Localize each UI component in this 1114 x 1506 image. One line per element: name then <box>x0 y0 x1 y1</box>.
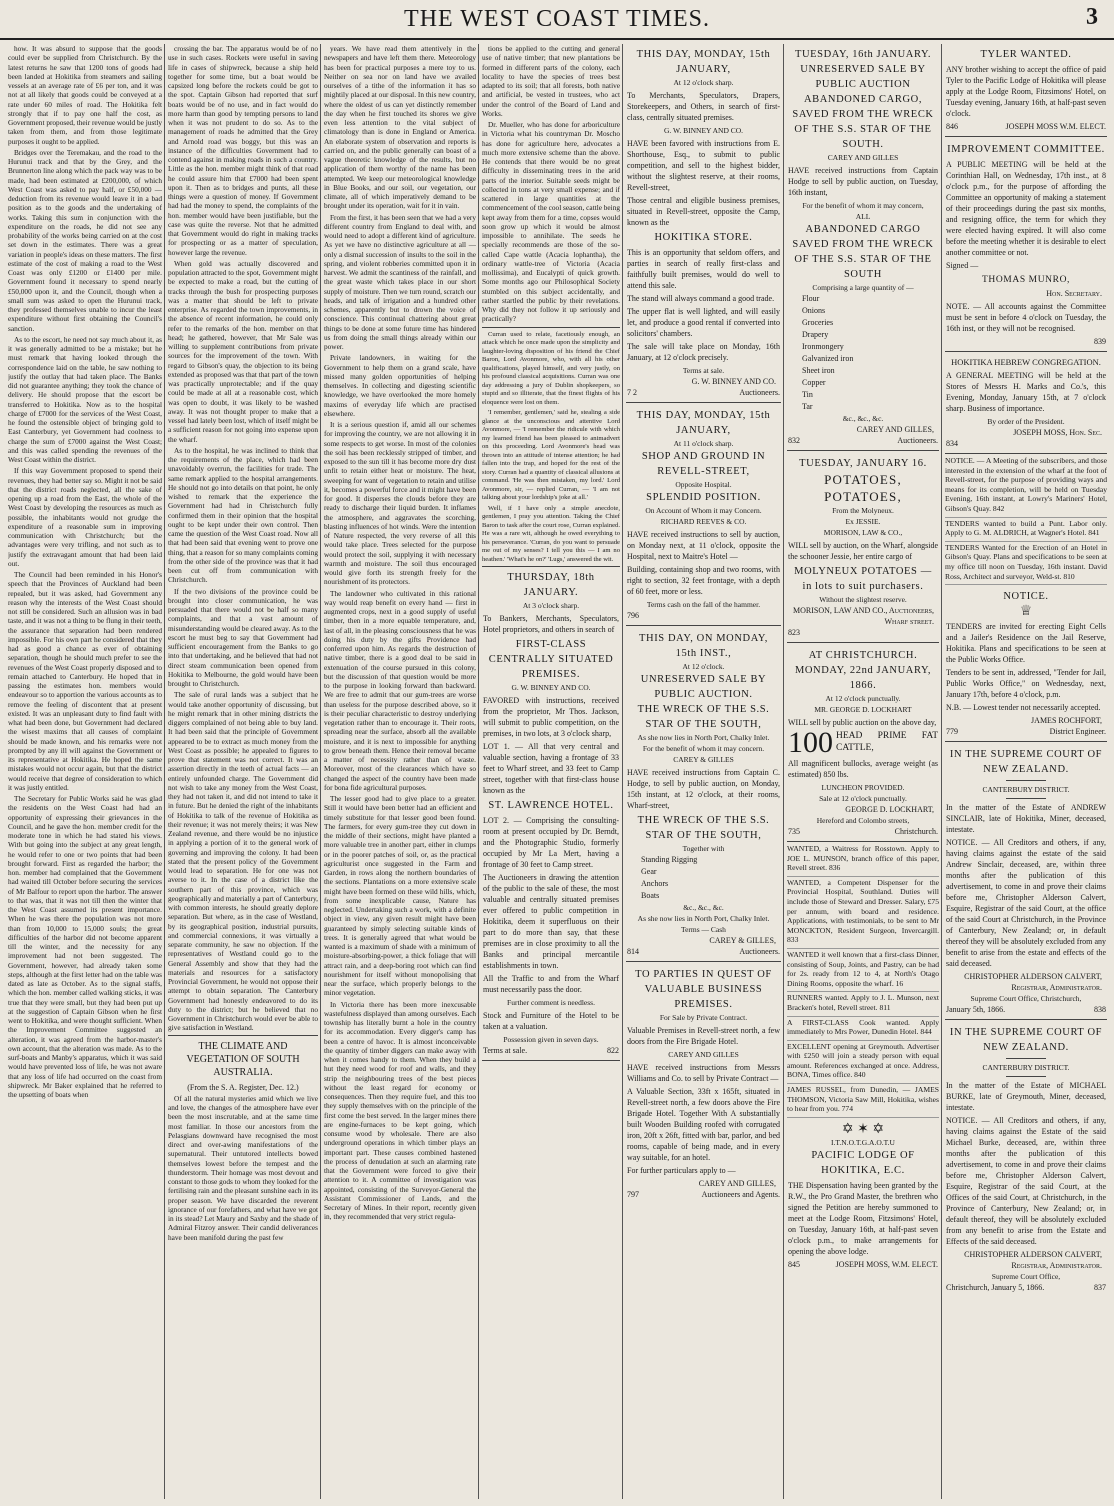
small-ad: WANTED it well known that a first-class Dinner, consisting of Soup, Joints, and Pastry, can be had for 2s. ready from 12 to 4, at North's Otago Dining Rooms, opposite the wharf. 16 <box>787 950 939 992</box>
ad-signature: CHRISTOPHER ALDERSON CALVERT, <box>964 1250 1102 1260</box>
article-subheading: (From the S. A. Register, Dec. 12.) <box>187 1082 299 1092</box>
ad-number: 845 <box>788 1259 800 1269</box>
column-6 <box>787 44 939 1499</box>
ad-date: MONDAY, 22nd JANUARY, 1866. <box>794 665 932 691</box>
ad-text: From the Molyneux. <box>832 506 894 515</box>
masthead <box>0 0 1114 40</box>
paragraph: Of all the natural mysteries amid which we live and love, the changes of the atmosphere have ever been the most inscrutable, and at the same time most familiar. In those our ancestors from the Pelasgians downward have recognised the most direct and over-awing manifestations of the supernatural. Their untutored intellects bowed themselves lowest before the tempest and the thunderstorm. Their homage was most devout and constant to those gods to whom they looked for the fertilising rain and the pleasant sunshine each in its proper season. We have discarded the reverent ignorance of our forefathers, and what have we got in its stead? Let Maury and Saxby and the shade of Admiral Fitzroy answer. Their candid deliverances have been manifold during the past few <box>168 1093 318 1242</box>
ad-role: Registrar, Administrator. <box>1011 983 1102 993</box>
ad-text: &c., &c., &c. <box>683 903 724 912</box>
paragraph: As to the escort, he need not say much about it, as it was generally admitted to be a mistake; but he must remark that having looked through the correspondence laid on the table, he saw nothing to justify the outlay that had taken place. The Banks did not guarantee anything; they took the chance of delivery. He should propose that the escort be transferred to Hokitika. Now as to the hospital charge of £7000 for the services of the West Coast, he found the ostensible object of bringing gold to East Canterbury, yet Government had coolness to charge the sum of £7000 against the West Coast; and this was called spending the revenues of the West Coast within the district. <box>8 334 162 464</box>
ad-text: HAVE received instructions to sell by auction, on Monday next, at 11 o'clock, opposite the Hospital, next to Maitre's Hotel — <box>627 530 780 561</box>
ad-header: TUESDAY, 16th JANUARY. <box>794 49 932 60</box>
ad-title: HOKITIKA STORE. <box>654 232 753 243</box>
small-ads <box>787 844 939 1118</box>
crest-icon: ♕ <box>1019 604 1033 620</box>
ad-number: 837 <box>1094 1283 1106 1293</box>
ad-header: TUESDAY, JANUARY 16. <box>799 458 927 469</box>
ad-text: All the Traffic to and from the Wharf must necessarily pass the door. <box>483 974 619 994</box>
ad-text: Possession given in seven days. <box>503 1035 599 1044</box>
paragraph: The Council had been reminded in his Honor's speech that the Provinces of Auckland had been repealed, but it was asked, had Government any reason why the interests of the West Coast should not still be considered. Such an allusion was in bad taste, and it was not a thing to be flung in their teeth, the assurance that separation had been rendered impossible. For his own part he considered that they had as good a chance as ever of obtaining separation, though he should much prefer to see the revenues of the West Coast properly disposed and to remain attached to Canterbury. He hoped that in passing the estimates hon. members would endeavour so to apportion the various accounts as to remove the feeling of discontent that at present existed. It was an unpleasant duty to find fault with what had been done, but Government had declared the wisest maxims that all causes of complaint should be made known, and his remarks were not prompted by any ill will against the Government or its representative at Hokitika. He hoped the same mistakes would not occur again, but that the district would receive that degree of consideration to which it was justly entitled. <box>8 570 162 792</box>
ad-text: Valuable Premises in Revell-street north, a few doors from the Fire Brigade Hotel. <box>627 1026 780 1046</box>
ad-role: District Engineer. <box>1049 727 1106 737</box>
ad-signature: JAMES ROCHFORT, <box>1031 716 1102 726</box>
ad-firm: MR. GEORGE D. LOCKHART <box>814 705 912 714</box>
ad-title: THE WRECK OF THE S.S. STAR OF THE SOUTH, <box>637 815 770 841</box>
ad-text: Tenders to be sent in, addressed, "Tender for Jail, Public Works Office," on Wednesday, next, January 17th, before 4 o'clock, p.m. <box>946 668 1106 700</box>
ad-terms: Terms — Cash <box>681 925 726 934</box>
list-item: Copper <box>802 378 826 387</box>
ad-title: HOKITIKA HEBREW CONGREGATION. <box>951 357 1101 367</box>
ad-text: For further particulars apply to — <box>627 1166 736 1175</box>
ad-text: WILL sell by auction, on the Wharf, alongside the schooner Jessie, her entire cargo of <box>788 541 938 561</box>
ad-firm: G. W. BINNEY AND CO. <box>511 683 591 692</box>
ad-role: Hon. Secretary. <box>1046 289 1102 298</box>
paragraph: years. We have read them attentively in the newspapers and have left them there. Meteorology has been for practical purposes a mere toy to us. Neither on sea nor on land have we availed ourselves of a tithe of the information it has so mightily placed at our disposal. In this new country, where the oldest of us can yet distinctly remember the day when he first touched its shores we give even less attention to the vital subject of climatology than is done in England or America. An elaborate system of observation and reports is carried on, and the public generally can boast of a vague theoretic knowledge of the results, but no application of them worthy of the name has been attempted. We keep our meteorological knowledge in Blue Books, and our soil, our vegetation, our climate, all of which imperatively demand to be brought under its operation, wait for it in vain. <box>324 44 476 211</box>
ad-number: 823 <box>788 628 800 637</box>
ad-text: In the matter of the Estate of MICHAEL BURKE, late of Greymouth, Miner, deceased, intestate. <box>946 1081 1106 1113</box>
ad-potatoes <box>787 453 939 643</box>
ad-text: LUNCHEON PROVIDED. <box>821 783 905 792</box>
ad-title: MOLYNEUX POTATOES — in lots to suit purchasers. <box>794 566 932 592</box>
ad-text: Supreme Court Office, Christchurch, <box>970 994 1082 1004</box>
list-item: Standing Rigging <box>641 855 698 864</box>
ad-text: A GENERAL MEETING will be held at the Stores of Messrs H. Marks and Co.'s, this Evening, Monday, January 15th, at 7 o'clock sharp. Business of importance. <box>946 371 1106 413</box>
ad-text: NOTE. — All accounts against the Committee must be sent in before 4 o'clock on Tuesday, the 16th inst, or they will not be recognised. <box>946 302 1106 333</box>
ad-text: The sale will take place on Monday, 16th January, at 12 o'clock precisely. <box>627 342 780 362</box>
item-list <box>788 293 938 413</box>
ad-text: By order of the President. <box>987 417 1065 426</box>
ad-header: THIS DAY, ON MONDAY, 15th INST., <box>639 633 768 659</box>
ad-text: HAVE received instructions from Messrs Williams and Co. to sell by Private Contract — <box>627 1063 780 1083</box>
ad-text: NOTICE. — All Creditors and others, if any, having claims against the estate of the said Andrew Sinclair, deceased, are, within three months after the publication of this advertisement, to come in and prove their claims before me, Christopher Alderson Calvert, Esquire, Registrar of the said Court, at the office of the said Court at Christchurch, in the Province of Canterbury, New Zealand; or, in default thereof they will be absolutely excluded from any benefit to arise from the estate and effects of the said deceased. <box>946 838 1106 969</box>
ad-role: Auctioneers and Agents. <box>701 1190 780 1199</box>
column-rule <box>941 44 942 1499</box>
list-item: Anchors <box>641 879 669 888</box>
ad-firm: RICHARD REEVES & CO. <box>660 517 747 526</box>
ad-title: HEAD PRIME FAT CATTLE, <box>836 731 938 753</box>
ad-text: Ex JESSIE. <box>845 517 881 526</box>
paragraph: Well, if I have only a simple anecdote, gentlemen, I pray you attention. Taking the Chief Baron to task after the court rose, Curran explained. He was a rare wit, although he owed everything to his perseverance. 'Curran, do you want to persuade me out of my senses? I tell you this — I am no heathen.' 'What's he on?' 'Lugs,' answered the wit. <box>482 504 620 563</box>
ad-text: CANTERBURY DISTRICT. <box>982 785 1070 795</box>
list-item: Gear <box>641 867 657 876</box>
ad-pacific-lodge <box>787 1119 939 1274</box>
column-7 <box>945 44 1107 1499</box>
ad-text: In the matter of the Estate of ANDREW SINCLAIR, late of Hokitika, Miner, deceased, intestate. <box>946 803 1106 835</box>
paragraph: As to the hospital, he was inclined to think that the requirements of the place, which had been unavoidably overrun, the facilities for trade. The same remark applied to the hospital arrangements. He should not go into details on that point, he only wished to remark that the experience the Government had had in Christchurch fully confirmed them in their opinion that the hospital ought to be kept under their own control. Then came the question of the West Coast road. Now all that had been said that evening went to prove one thing, that a reason for so many complaints coming from the other side of the province was that it had been cut off from communication with Christchurch. <box>168 445 318 585</box>
ad-title: TYLER WANTED. <box>980 49 1072 60</box>
paragraph: Curran used to relate, facetiously enough, an attack which he once made upon the simplicity and laughter-loving disposition of his friend the Chief Baron, Lord Avonmore, who, with all his other qualifications, played himself, and very justly, on his profound classical acquisitions. Curran was one day addressing a jury of Dublin shopkeepers, so stupid and so illiterate, that the finest flights of his eloquence were lost on them. <box>482 330 620 406</box>
ad-text: Supreme Court Office, <box>991 1272 1061 1282</box>
ad-signature: THOMAS MUNRO, <box>981 275 1071 285</box>
ad-text: The upper flat is well lighted, and will easily let, and produce a good rental if converted into solicitors' chambers. <box>627 307 780 338</box>
ad-text: All magnificent bullocks, average weight (as estimated) 850 lbs. <box>788 759 938 779</box>
ad-text: Those central and eligible business premises, situated in Revell-street, opposite the Camp, known as the <box>627 196 780 227</box>
ad-title: NOTICE. <box>1003 591 1049 603</box>
list-item: Drapery <box>802 330 829 339</box>
ad-text: Comprising a large quantity of — <box>812 283 914 292</box>
ad-number: 822 <box>607 1046 619 1055</box>
ad-number: 832 <box>788 436 800 445</box>
ad-text: HAVE been favored with instructions from E. Shorthouse, Esq., to submit to public competition, and sell to the highest bidder, without the slightest reserve, at their rooms, Revell-street, <box>627 139 780 192</box>
ad-signature: JOSEPH MOSS, W.M. ELECT. <box>835 1259 938 1269</box>
ad-firm: G. W. BINNEY AND CO. <box>663 126 744 135</box>
ad-text: N.B. — Lowest tender not necessarily accepted. <box>946 703 1101 713</box>
ad-title: POTATOES, POTATOES, <box>824 472 902 504</box>
ad-tyler-wanted <box>945 44 1107 137</box>
ad-number: 838 <box>1094 1005 1106 1015</box>
small-notices <box>945 456 1107 585</box>
small-ad: A FIRST-CLASS Cook wanted. Apply immediately to Mrs Power, Dunedin Hotel. 844 <box>787 1018 939 1041</box>
ad-time: At 12 o'clock punctually. <box>825 694 901 703</box>
paragraph: Bridges over the Teremakau, and the road to the Hurunui track and that by the Grey, and the Brunnerton line along which the pack way was to be made, had been estimated at £200,000, of which West Coast was asked to pay half, or £50,000 — deduction from its revenue would leave it in a bad position as to the goods and the undertaking of works. Taking this sum in conjunction with the expenditure on the roads, he did not see any probability of the works being carried on at the cost set down in the estimates. There was a great variation in people's ideas on these matters. The first estimate of the cost of making a road to the West Coast was only £1200 or £1400 per mile. Government found it necessary to spend nearly £50,000 upon it, and the Council, though when a small sum was asked to open the Hurunui track, they professed themselves unable to incur the least expenditure without first obtaining the Council's sanction. <box>8 147 162 333</box>
ad-title: FIRST-CLASS CENTRALLY SITUATED PREMISES. <box>488 639 614 680</box>
ad-hokitika-store <box>626 44 781 403</box>
ad-number: 814 <box>627 947 639 956</box>
ad-text: NOTICE. — All Creditors and others, if any, having claims against the Estate of the said Michael Burke, deceased, are, within three months after the publication of this advertisement, to come in and prove their claims before me, Christopher Alderson Calvert, Esquire, Registrar of the said Court, at the Offices of the said Court, at Christchurch, in the Province of Canterbury, New Zealand; or, in default thereof, they will be absolutely excluded from any benefit to arise from the Estate and Effects of the said deceased. <box>946 1116 1106 1247</box>
ad-text: LOT 2. — Comprising the consulting-room at present occupied by Dr. Berndt, and the Photographic Studio, formerly occupied by Mr La Mert, having a frontage of 30 feet to Camp street. <box>483 816 619 869</box>
ad-text: Together with <box>682 844 725 853</box>
ad-title: ABANDONED CARGO, SAVED FROM THE WRECK OF THE S.S. STAR OF THE SOUTH. <box>792 94 934 150</box>
ad-firm: MORISON, LAW & CO., <box>823 528 903 537</box>
paragraph: Dr. Mueller, who has done for arboriculture in Victoria what his countryman Dr. Moscho has done for agriculture here, advocates a much more extensive scheme than the above. He contends that there would be no great difficulty in disseminating trees in the arid parts of the interior. Suitable seeds might be collected in tons at very small expense; and if scattered in large quantities at the commencement of the cool season, cattle being kept away from them for a time, copses would soon grow up which it would be almost impossible to annihilate. The seeds he specially recommends are those of the so-called Cape wattle (Acacia lophantha), the ordinary wattle-tree of Victoria (Acacia mollissima), and Eucalypti of quick growth. Some months ago our Philosophical Society stumbled on this subject accidentally, and rather startled the public by their revelations. Why did they not follow it up seriously and practically? <box>482 120 620 324</box>
ad-number: 7 2 <box>627 388 637 397</box>
ad-title: IN THE SUPREME COURT OF NEW ZEALAND. <box>949 749 1103 776</box>
list-item: Onions <box>802 306 826 315</box>
ad-time: At 11 o'clock sharp. <box>673 439 734 448</box>
column-rule <box>478 44 479 1499</box>
ad-text: The Auctioneers in drawing the attention of the public to the sale of these, the most valuable and centrally situated premises ever offered to public competition in Hokitika, deem it superfluous on their part to do more than say, that these premises are in close proximity to all the Banks and principal mercantile establishments in town. <box>483 873 619 970</box>
ad-text: Building, containing shop and two rooms, with right to section, 32 feet frontage, with a depth of 60 feet, more or less. <box>627 565 780 596</box>
ad-title: IMPROVEMENT COMMITTEE. <box>947 144 1105 155</box>
ad-time: At 12 o'clock. <box>682 662 725 671</box>
small-ad: TENDERS Wanted for the Erection of an Hotel in Gibson's Quay. Plans and specifications to be seen at my office till noon on Tuesday, 16th instant. David Ross, Architect and surveyor, Weld-st. 810 <box>945 543 1107 585</box>
column-5 <box>626 44 781 1499</box>
ad-terms: Terms at sale. <box>682 366 725 375</box>
ad-signature: MORISON, LAW AND CO., Auctioneers, Wharf street. <box>793 606 934 626</box>
list-item: Sheet iron <box>802 366 835 375</box>
paragraph: how. It was absurd to suppose that the goods could ever be supplied from Christchurch. By the latest returns he saw that 1200 tons of goods had been landed at Hokitika from steamers and sailing vessels at an average rate of £6 per ton, and it was not at all likely that goods could be conveyed at a rate under 60 miles of road. The Hokitika felt strongly that if to pay one half the cost, as Government proposed, their revenue would be justly taken from them, and from those legitimate purposes it ought to be applied. <box>8 44 162 146</box>
ad-supreme-court-burke <box>945 1022 1107 1297</box>
ad-header: THURSDAY, 18th JANUARY. <box>507 572 595 598</box>
ad-text: A Valuable Section, 33ft x 165ft, situated in Revell-street north, a few doors above the Fire Brigade Hotel. Together With A substantially built Wooden Building roofed with corrugated iron, 20ft x 26ft, fitted with bar, parlor, and bed rooms, capable of being made, and in every way suitable, for an hotel. <box>627 1087 780 1162</box>
ad-text: ALL <box>855 212 871 221</box>
ad-signature: GEORGE D. LOCKHART, <box>845 805 934 814</box>
paragraph: It is a serious question if, amid all our schemes for improving the country, we are not allowing it in some respects to get worse. In most of the colonies the soil has been recklessly stripped of timber, and exposed to the sun till it has become more dry dust unfit to retain either heat or moisture. The heat, sweeping for want of vegetation to retain and utilise it, becomes a powerful force and it might have been for good. It disperses the clouds before they are ready to discharge their liquid burden. It inflames the atmosphere, and aggravates the scorching, blasting influences of hot winds. Were the intention of Nature respected, the very reverse of all this would take place. Trees selected for the purpose would protect the soil, supplying it with necessary warmth and moisture. The soil thus encouraged would give forth its strength freely for the nourishment of its protectors. <box>324 420 476 587</box>
ad-firm: CAREY AND GILLES <box>827 153 899 162</box>
ad-signature: JOSEPH MOSS, Hon. Sec. <box>1013 428 1102 437</box>
column-rule <box>783 44 784 1499</box>
ad-text: This is an opportunity that seldom offers, and parties in search of really first-class and faithfully built premises, would do well to attend this sale. <box>627 248 780 290</box>
ad-signature: CAREY AND GILLES, <box>698 1179 776 1188</box>
ad-number: 796 <box>627 611 639 620</box>
ad-number: 779 <box>946 727 958 737</box>
ad-signature: G. W. BINNEY AND CO. <box>691 377 776 386</box>
paragraph: The Secretary for Public Works said he was glad the residents on the West Coast had had an opportunity of expressing their grievances in the Council, and he gave the hon. member credit for the moderate tone in which he had stated his views. With but going into the subject at any great length, he would refer to one or two points that had been brought forward. First as regarded the harbor; the hon. member had complained that the Government had waited till October before securing the services of Mr Balfour to report upon the harbor. The answer to that was, that it was not till then the winter that the West Coast assumed its present importance. When he was there the population was not more than from 10,000 to 15,000 souls; the great difficulties of the harbor did not become apparent till the winter, and the necessity for any improvement had not been suggested. The Government, however, had already taken some steps, although at the first letter had on the table was dated as late as October. As to the signal staffs, which the hon. member called walking sticks, it was true that they were small, but they had been put up at the suggestion of Captain Gibson when he first went to Hokitika, and were thought sufficient. When the Improvement Committee suggested an alteration, it was agreed from the harbor-master's own account, that the alteration was made. As to the surf-boats and Manby's apparatus, which it was said would have prevented loss of life, he was not aware that any loss of life had occurred on the coast from shipwreck. Mr Baker explained that he referred to the upsetting of boats when <box>8 794 162 1099</box>
ad-text: Sale at 12 o'clock punctually. <box>819 794 907 803</box>
paragraph: The lesser good had to give place to a greater. Still it would have been better had an efficient and timely substitute for that lesser good been found. The farmers, for every gum-tree they cut down in the middle of their sections, might have planted a more valuable tree in another part, either in clumps or in the poorer patches of soil, or, as the practical agriculturist once suggested in the Farm and Garden, in rows along the northern boundaries of the sections. Plantations on a more extensive scale might have been formed on these wild hills, which, from some inexplicable cause, Nature has neglected. Undertaking such a work, with a definite object in view, any given result might have been guaranteed by simply selecting suitable kinds of trees. It is generally agreed that what would be wanted is a maximum of shade with a minimum of moisture-absorbing-power, a thick foliage that will attract rain, and a deep-boring root which can find nourishment for itself without monopolising that near the surface, which properly belongs to the minor vegetation. <box>324 794 476 998</box>
ad-firm: CAREY & GILLES <box>673 755 734 764</box>
ad-title: SPLENDID POSITION. <box>646 492 761 503</box>
cattle-count: 100 <box>788 730 833 756</box>
ad-signature: CHRISTOPHER ALDERSON CALVERT, <box>964 972 1102 982</box>
article-heading: THE CLIMATE AND VEGETATION OF SOUTH AUSTRALIA. <box>168 1035 318 1081</box>
page-number: 3 <box>1086 4 1098 30</box>
small-ad: WANTED, a Waitress for Rosstown. Apply to JOE L. MUNSON, branch office of this paper, Revell street. 836 <box>787 844 939 877</box>
ad-title: ABANDONED CARGO SAVED FROM THE WRECK OF THE S.S. STAR OF THE SOUTH <box>792 224 934 280</box>
ad-text: For the benefit of whom it may concern, <box>802 201 924 210</box>
column-rule <box>320 44 321 1499</box>
paragraph: In Victoria there has been more inexcusable wastefulness displayed than among ourselves. Each township has literally burnt a hole in the country for its accommodation. Every digger's camp has been a centre of havoc. It is almost inconceivable the quantity of timber diggers can make away with when it comes handy to them. When they build a hut they need wood for roof and walls, and they strip the neighbouring trees of the best pieces without the least regard for economy or consequences. Then they require fuel, and this too they supply themselves with on the principle of the first come the best served. In the larger mines there are engine-furnaces to be kept going, which consume wood by wholesale. There are also underground operations in which timber plays an important part. These causes combined hastened the process of denudation at such an alarming rate that the Government were forced to give their attention to it. A committee of investigation was appointed, consisting of the Surveyor-General the Assistant Commissioner of Lands, and the Secretary of Mines. In their report, recently given in, they recommended that very strict regula- <box>324 999 476 1222</box>
list-item: Galvanized iron <box>802 354 854 363</box>
ad-text: Further comment is needless. <box>507 998 595 1007</box>
ad-text: The stand will always command a good trade. <box>627 294 775 303</box>
ad-text: On Account of Whom it may Concern. <box>645 506 762 515</box>
column-3 <box>324 44 476 1499</box>
ad-text: To Bankers, Merchants, Speculators, Hotel proprietors, and others in search of <box>483 614 619 634</box>
ad-number: 735 <box>788 827 800 836</box>
ad-number: 797 <box>627 1190 639 1199</box>
ad-title: SHOP AND GROUND IN REVELL-STREET, <box>641 451 766 477</box>
ad-text: Terms cash on the fall of the hammer. <box>646 600 761 609</box>
small-ad: EXCELLENT opening at Greymouth. Advertiser with £250 will join a steady person with equal amount. References exchanged at once. Address, BONA, Times office. 840 <box>787 1042 939 1084</box>
masonic-emblem-icon: ✡ ✶ ✡ <box>841 1121 885 1137</box>
ad-number: 839 <box>1094 337 1106 346</box>
paragraph: From the first, it has been seen that we had a very different country from England to deal with, and would need to adopt a different kind of agriculture. As yet we have no distinctive agriculture at all — only a dismal succession of insults to the soil in the spring, and violent robberies committed upon it in harvest. We admit the scantiness of the rainfall, and the great waste which takes place in our short supply of moisture. Then we turn round, scratch our heads, and talk of irrigation and a hundred other schemes, apparently but to drown the voice of conscience. This continual chattering about great things to be done at some future time has hindered us from doing the small things already within our power. <box>324 212 476 351</box>
ad-text: Opposite Hospital. <box>675 480 732 489</box>
ad-date: Christchurch, January 5, 1866. <box>946 1283 1045 1293</box>
small-ad: WANTED, a Competent Dispenser for the Provincial Hospital, Southland. Duties will include those of Steward and Dresser. Salary, £75 per annum, with board and residence. Applications, with testimonials, to be sent to Mr MONCKTON, Resident Surgeon, Invercargill. 833 <box>787 878 939 949</box>
ad-fat-cattle <box>787 645 939 842</box>
paragraph: The landowner who cultivated in this rational way would reap benefit on every hand — first in augmented crops, next in a good supply of useful timber, then in a more equable temperature, and, last of all, in the pleasing consciousness that he was doing his duty by the gifts Providence had conferred upon him. As regards the destruction of native timber, there is a good deal to be said in extenuation of the course pursued in this colony, but the discussion of that question would be more to the purpose in looking forward than backward. We are free to admit that our gum-trees are worse than useless for the purpose described above, so it is their peculiar characteristic to destroy underlying vegetation rather than to encourage it. Their roots, spreading near the surface, absorb all the available moisture, and it is next to impossible for anything to grow beneath them. Hence their removal became a matter of necessity rather than of waste. Moreover, most of the clearances which have so changed the aspect of the country have been made for bona fide agricultural purposes. <box>324 588 476 792</box>
ad-text: ANY brother wishing to accept the office of paid Tyler to the Pacific Lodge of Hokitika will please apply at the Lodge Room, Fitzsimons' Hotel, on Tuesday evening, January 16th, at half-past seven o'clock. <box>946 65 1106 118</box>
ad-improvement-committee <box>945 139 1107 352</box>
ad-text: For Sale by Private Contract. <box>659 1013 748 1022</box>
small-ad: JAMES RUSSEL, from Dunedin, — JAMES THOMSON, Victoria Saw Mill, Hokitika, wishes to hear from you. 774 <box>787 1085 939 1118</box>
ad-title: THE WRECK OF THE S.S. STAR OF THE SOUTH, <box>637 704 770 730</box>
paragraph: If this way Government proposed to spend their revenues, they had better say so. Might it not be said that the district roads neglected, all the sake of opening up a road from the East, the whole of the West Coast by developing the resources as much as possible, the inhabitants would not grudge the expenditure of a reasonable sum in improving communication with Christchurch; but the advantages were very trifling, and not such as to justify the extravagant amount that had been laid out. <box>8 466 162 568</box>
ad-text: Stock and Furniture of the Hotel to be taken at a valuation. <box>483 1011 619 1031</box>
paragraph: tions be applied to the cutting and general use of native timber; that new plantations be formed in different parts of the colony, each locality to have the species of trees best adapted to its soil; that all forests, both native and artificial, be vested in trustees, who act under the control of the Board of Land and Works. <box>482 44 620 118</box>
ad-hebrew-congregation <box>945 354 1107 454</box>
ad-text: I.T.N.O.T.G.A.O.T.U <box>831 1137 895 1147</box>
ad-title: UNRESERVED SALE BY PUBLIC AUCTION. <box>640 674 767 700</box>
ad-text: As she now lies in North Port, Chalky Inlet. <box>637 914 770 923</box>
ad-time: At 12 o'clock sharp. <box>673 78 734 87</box>
column-1 <box>8 44 162 1499</box>
ad-text: HAVE received instructions from Captain C. Hodge, to sell by public auction, on Monday, 15th instant, at 12 o'clock, at their rooms, Wharf-street, <box>627 768 780 810</box>
ad-text: TENDERS are invited for erecting Eight Cells and a Jailer's Residence on the Jail Reserve, Hokitika. Plans and specifications to be seen at the Public Works Office. <box>946 622 1106 665</box>
small-ad: TENDERS wanted to build a Punt. Labor only. Apply to G. M. ALDRICH, at Wagner's Hotel. 841 <box>945 519 1107 542</box>
ad-abandoned-cargo <box>787 44 939 451</box>
ad-signature: JOSEPH MOSS W.M. ELECT. <box>1005 122 1106 131</box>
paragraph: The sale of rural lands was a subject that he would take another opportunity of discussing, but he might remark that in other mining districts the diggers complained of not being able to buy land. It had been said that the principle of Government appeared to be to extract as much money from the West Coast as possible; he appealed to figures to prove that statement was not correct. It was an assertion directly in the teeth of actual facts — an entirely unfounded charge. The Government did not wish to take any money from the West Coast, they had not taken it, and did not intend to take it in future. But he denied the right of the inhabitants of Hokitika to talk of the revenue of Hokitika as their revenue; it was not merely theirs; it was New Zealand revenue, and there would be no injustice in applying a portion of it to the general work of governing and improving the colony. It had been stated that the present policy of the Government would lead to separation. He for one was not averse to it. In the case of a district like the southern part of this province, which was geographically and materially a part of Canterbury, with common interests, he should greatly deplore separation. But where, as in the case of Westland, by its geographical position, industrial pursuits, and commercial connexions, it was virtually a separate community, he saw no objection. If the representatives of Westland could go to the General Assembly and show that they had the materials and resources for a satisfactory Provincial Government, he would not oppose their attempt to obtain separation. The Canterbury Government had honestly endeavored to do its duty to the district; but he believed that no Government in Christchurch would ever be able to give satisfaction in Westland. <box>168 690 318 1033</box>
ad-time: At 3 o'clock sharp. <box>522 601 580 610</box>
ad-text: THE Dispensation having been granted by the R.W., the Pro Grand Master, the brethren who signed the Petition are hereby summoned to meet at the Lodge Room, Fitzsimons' Hotel, on Tuesday, January 16th, at half-past seven o'clock p.m., to make arrangements for opening the above lodge. <box>788 1180 938 1256</box>
ad-role: Auctioneers. <box>739 947 780 956</box>
ad-header: THIS DAY, MONDAY, 15th JANUARY, <box>636 49 771 75</box>
ad-text: FAVORED with instructions, received from the proprietor, Mr Thos. Jackson, will submit to public competition, on the premises, in two lots, at 3 o'clock sharp, <box>483 696 619 738</box>
column-4 <box>482 44 620 1499</box>
paragraph: crossing the bar. The apparatus would be of no use in such cases. Rockets were useful in saving life in cases of shipwreck, because a ship held together for some time, but a boat would be capsized long before the rockets could be got to the spot. Captain Gibson had reported that surf boats would be of no use, and in fact would do more harm than good by tempting persons to land when it was not prudent to do so. As to the management of roads he admitted that the Grey and Arnold road was boggy, but this was an instance of the difficulties Government had to contend against in making roads in such a country. Little as the hon. member might think of that road he could assure him that £7000 had been spent upon it. Then as to bridges and punts, all these things were a question of money. If Government had had the money to spend, the complaints of the hon. member would have been justifiable, but the case was quite the reverse. Not that he admitted that Government would do right in making tracks for prospecting or as a matter of speculation, however large the revenue. <box>168 44 318 257</box>
ad-number: 846 <box>946 122 958 131</box>
ad-text: For the benefit of whom it may concern. <box>642 744 765 753</box>
ad-revell-street-shop <box>626 405 781 626</box>
ad-supreme-court-sinclair <box>945 744 1107 1020</box>
ad-text: Without the slightest reserve. <box>819 595 907 604</box>
list-item: Ironmongery <box>802 342 844 351</box>
ad-text: HAVE received instructions from Captain Hodge to sell by public auction, on Tuesday, 16th instant, <box>788 166 938 197</box>
list-item: Groceries <box>802 318 834 327</box>
paragraph: Private landowners, in waiting for the Government to help them on a grand scale, have missed many golden opportunities of helping themselves. In collecting and digesting scientific knowledge, we have overlooked the more homely maxims of everyday life which are practised elsewhere. <box>324 353 476 418</box>
ad-title: ST. LAWRENCE HOTEL. <box>488 800 614 811</box>
ad-text: LOT 1. — All that very central and valuable section, having a frontage of 33 feet to Wharf street, and 33 feet to Camp street, together with that first-class house known as the <box>483 742 619 795</box>
ad-date: January 5th, 1866. <box>946 1005 1006 1015</box>
ad-business-premises <box>626 964 781 1204</box>
ad-text: CANTERBURY DISTRICT. <box>982 1063 1070 1073</box>
newspaper-title: THE WEST COAST TIMES. <box>404 6 710 32</box>
ad-title: UNRESERVED SALE BY PUBLIC AUCTION <box>800 64 926 90</box>
ad-role: Auctioneers. <box>897 436 938 445</box>
paragraph: When gold was actually discovered and population attracted to the spot, Government might be expected to make a road, but the cutting of tracks through the bush for prospecting purposes was a matter that should be left to private enterprise. As regarded the town improvements, in the absence of recent information, he could only refer to the remarks of the hon. member on that head; he gathered, however, that Mr Sale was willing to supplement contributions from private sources for the improvement of the town. With regard to Gibson's quay, the objection to its being extended as proposed was that that part of the town was practically unprotectable; and if the quay could be made at all at a reasonable cost, which was open to doubt, it was likely to be washed away. It was not thought proper to make that a vessel had lately been lost, which of itself might be a sufficient reason for not going into expense upon the wharf. <box>168 258 318 444</box>
ad-text: &c., &c., &c. <box>842 414 884 423</box>
ad-firm: CAREY AND GILLES <box>668 1050 739 1059</box>
small-ad: NOTICE. — A Meeting of the subscribers, and those interested in the extension of the wharf at the foot of Revell-street, for the purpose of providing ways and means for its completion, will be held on Tuesday Evening, 16th instant, at Lowry's Mariners' Hotel, Gibson's Quay. 842 <box>945 456 1107 518</box>
ad-title: IN THE SUPREME COURT OF NEW ZEALAND. <box>949 1027 1103 1054</box>
ad-header: THIS DAY, MONDAY, 15th JANUARY, <box>636 410 771 436</box>
ad-title: TO PARTIES IN QUEST OF VALUABLE BUSINESS PREMISES. <box>635 969 772 1010</box>
list-item: Flour <box>802 294 820 303</box>
ad-text: To Merchants, Speculators, Drapers, Storekeepers, and Others, in search of first-class, centrally situated premises. <box>627 91 780 122</box>
ad-wreck-sale <box>626 628 781 962</box>
list-item: Tin <box>802 390 813 399</box>
ad-text: As she now lies in North Port, Chalky Inlet. <box>637 733 770 742</box>
ad-header: AT CHRISTCHURCH. <box>808 650 918 661</box>
ad-text: Hereford and Colombo streets, <box>816 816 910 825</box>
ad-terms: Terms at sale. <box>483 1046 528 1055</box>
ad-number: 834 <box>946 439 958 448</box>
list-item: Boats <box>641 891 660 900</box>
ad-text: Signed — <box>946 261 979 270</box>
ad-jail-tenders <box>945 586 1107 742</box>
paragraph: If the two divisions of the province could be brought into closer communication, he was persuaded that there would not be half so many complaints, and that a vast amount of misunderstanding would be cleared away. As to the escort he must beg to say that Government had sufficient encouragement from the Banks to go into that undertaking, and he believed that had not direct steam communication been opened from Hokitika to Melbourne, the gold would have been brought to Christchurch. <box>168 586 318 688</box>
column-rule <box>164 44 165 1499</box>
column-rule <box>622 44 623 1499</box>
ad-thursday-premises <box>482 566 620 1061</box>
ad-signature: CAREY & GILLES, <box>709 936 776 945</box>
ad-role: Christchurch. <box>894 827 938 836</box>
ad-title: PACIFIC LODGE OF HOKITIKA, E.C. <box>811 1149 915 1176</box>
ad-text: A PUBLIC MEETING will be held at the Corinthian Hall, on Wednesday, 17th inst., at 8 o'clock p.m., for the purpose of affording the Committee an opportunity of making a statement of their proceedings during the past six months, and resigning office, the term for which they were elected having expired. It will also come before the meeting whether it is desirable to elect another committee or not. <box>946 160 1106 257</box>
ad-role: Auctioneers. <box>739 388 780 397</box>
ad-text: WILL sell by public auction on the above day, <box>788 718 937 727</box>
ad-signature: CAREY AND GILLES, <box>856 425 934 434</box>
list-item: Tar <box>802 402 813 411</box>
ad-role: Registrar, Administrator. <box>1011 1261 1102 1271</box>
small-ad: RUNNERS wanted. Apply to J. L. Munson, next Bracken's hotel, Revell street. 811 <box>787 993 939 1016</box>
paragraph: 'I remember, gentlemen,' said he, stealing a side glance at the unconscious and attentive Lord Avonmore, — 'I remember the ridicule with which my learned friend has been pleased to animadvert on this proceeding. Lord Avonmore's head was thrown into an attitude of intense attention; he had fallen into the trap, and hoped for the rest of the story. Curran had a quantity of classical allusions at command. 'He was then mistaken, my lord.' Lord Avonmore, sir, — replied Curran, — 'I am not talking about your lordship's joke at all.' <box>482 409 620 501</box>
item-list <box>627 854 780 902</box>
column-2 <box>168 44 318 1499</box>
